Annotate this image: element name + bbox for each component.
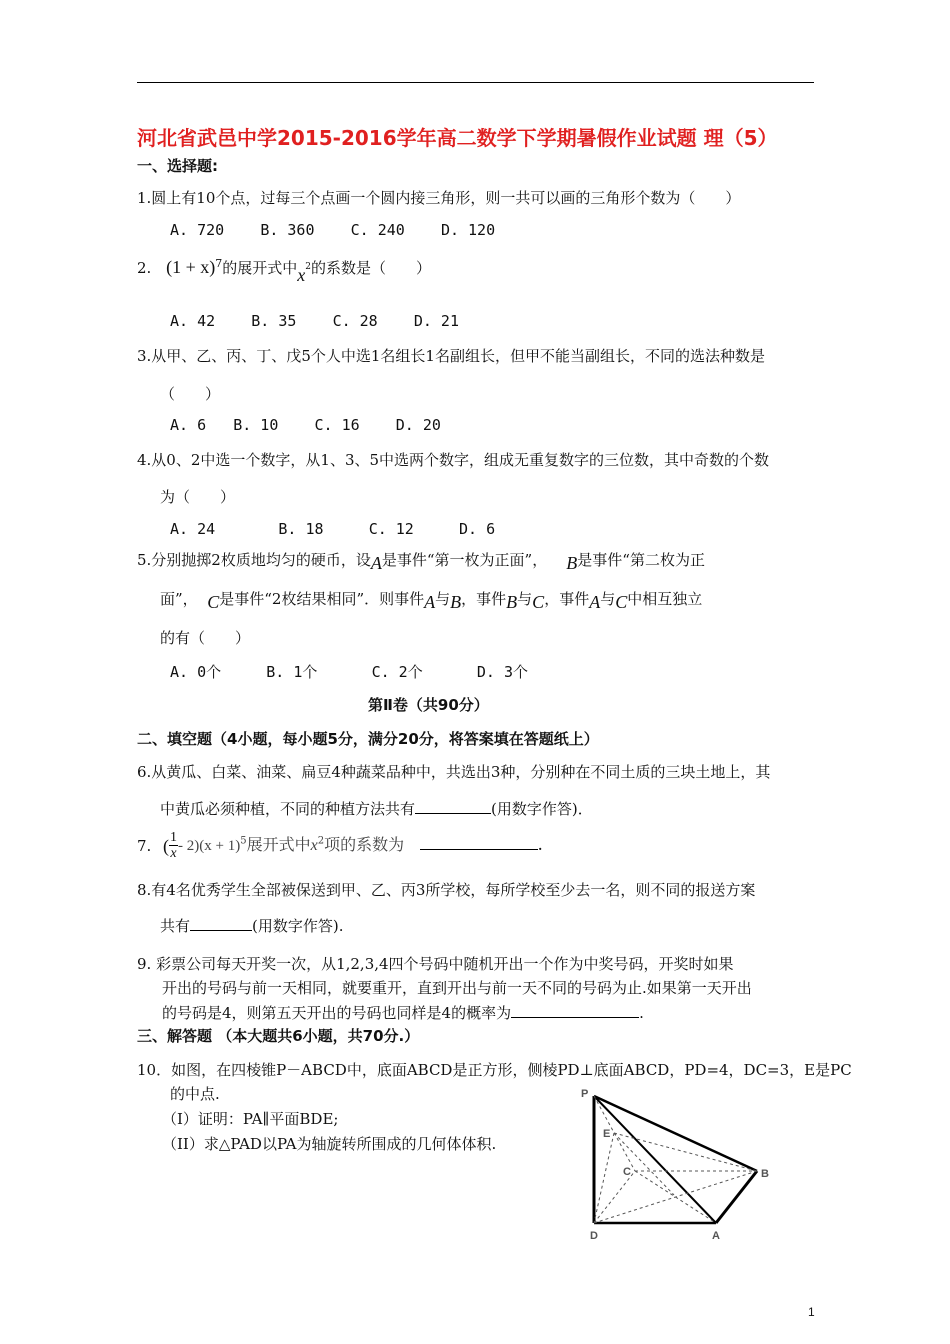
- question-8-text: 共有: [160, 917, 191, 935]
- question-9-text: .: [639, 1004, 644, 1022]
- option-b: B. 10: [233, 416, 279, 434]
- event-b: B: [450, 592, 462, 612]
- question-10-line-1: 10．如图，在四棱锥P－ABCD中，底面ABCD是正方形，侧棱PD⊥底面ABCD，PD=4，DC=3，E是PC: [137, 1061, 852, 1079]
- label-e: E: [603, 1128, 611, 1140]
- section-solution-heading: 三、解答题 （本大题共6小题，共70分.）: [137, 1027, 420, 1045]
- question-2-text-b: 的系数是（ ）: [310, 259, 431, 277]
- event-a: A: [589, 592, 601, 612]
- question-6-text: (用数字作答)．: [491, 800, 593, 818]
- question-5-text: 与: [600, 590, 616, 608]
- page-title: 河北省武邑中学2015-2016学年高二数学下学期暑假作业试题 理（5）: [137, 126, 778, 150]
- option-d: D. 20: [395, 416, 441, 434]
- fraction: [169, 830, 178, 861]
- event-b: B: [506, 592, 518, 612]
- question-5-text: 是事件“第二枚为正: [577, 551, 705, 569]
- answer-blank: [415, 799, 491, 814]
- question-2-binomial: (1 + x): [166, 257, 216, 277]
- question-5-text: ，事件: [461, 590, 507, 608]
- question-5-line-3: 的有（ ）: [160, 629, 251, 647]
- answer-blank: [511, 1003, 639, 1018]
- header-rule: [137, 82, 814, 83]
- question-5-text: 中相互独立: [627, 590, 703, 608]
- exponent-2: 2: [317, 835, 325, 847]
- period: .: [537, 835, 543, 855]
- option-a: A. 6: [170, 416, 207, 434]
- option-d: D. 21: [413, 312, 459, 330]
- question-7-expression: [163, 830, 543, 861]
- event-a: A: [370, 553, 382, 573]
- option-c: C. 2个: [371, 663, 423, 681]
- question-5-options: [170, 661, 528, 682]
- option-c: C. 16: [314, 416, 360, 434]
- question-5-text: 与: [517, 590, 533, 608]
- question-6-line-1: 6.从黄瓜、白菜、油菜、扁豆4种蔬菜品种中，共选出3种，分别种在不同土质的三块土地上，其: [137, 763, 771, 781]
- label-b: B: [761, 1168, 769, 1180]
- question-2-exponent: 7: [215, 257, 223, 270]
- question-5-text: 面”，: [160, 590, 198, 608]
- question-8-text: (用数字作答).: [252, 917, 344, 935]
- option-d: D. 120: [440, 221, 496, 239]
- question-5-text: 是事件“2枚结果相同”．则事件: [219, 590, 425, 608]
- section-choice-heading: 一、选择题:: [137, 157, 218, 175]
- part-2-heading: 第Ⅱ卷（共90分）: [368, 696, 489, 714]
- edge-pa: [594, 1096, 716, 1223]
- question-4-line-1: 4.从0、2中选一个数字，从1、3、5中选两个数字，组成无重复数字的三位数，其中奇数的个数: [137, 451, 770, 469]
- question-8-line-2: [160, 915, 344, 936]
- event-b: B: [566, 553, 578, 573]
- label-d: D: [590, 1230, 598, 1242]
- exponent: 5: [240, 835, 247, 847]
- label-a: A: [712, 1230, 720, 1242]
- option-c: C. 240: [350, 221, 405, 239]
- question-5-text: ，事件: [544, 590, 590, 608]
- question-2-number: 2.: [137, 259, 152, 277]
- event-a: A: [424, 592, 436, 612]
- question-1-options: [170, 221, 495, 239]
- option-c: C. 28: [332, 312, 378, 330]
- option-a: A. 24: [170, 520, 216, 538]
- section-fill-heading: 二、填空题（4小题，每小题5分，满分20分，将答案填在答题纸上）: [137, 730, 599, 748]
- label-p: P: [581, 1088, 589, 1100]
- fraction-denominator: x: [170, 846, 177, 861]
- question-4-line-2: 为（ ）: [160, 488, 236, 506]
- question-2-variable: x: [297, 265, 306, 285]
- question-2-exponent-2: 2: [305, 262, 311, 272]
- question-5-line-2: [160, 588, 703, 612]
- edge-ab: [716, 1171, 757, 1223]
- edge-pb: [594, 1096, 757, 1171]
- question-3-line-1: 3.从甲、乙、丙、丁、戊5个人中选1名组长1名副组长，但甲不能当副组长，不同的选法种数是: [137, 347, 765, 365]
- question-5-text: 与: [435, 590, 451, 608]
- question-1: 1.圆上有10个点，过每三个点画一个圆内接三角形，则一共可以画的三角形个数为（ ）: [137, 189, 741, 207]
- fraction-numerator: 1: [170, 830, 177, 845]
- option-d: D. 3个: [476, 663, 529, 681]
- segment-ed: [594, 1133, 614, 1223]
- option-a: A. 0个: [170, 663, 222, 681]
- question-2-text-a: 的展开式中: [222, 259, 298, 277]
- question-2: [137, 257, 431, 285]
- page-number: 1: [808, 1305, 815, 1319]
- answer-blank: [420, 839, 538, 850]
- option-a: A. 720: [170, 221, 225, 239]
- diagonal-ca: [635, 1171, 716, 1223]
- question-10-part-1: （I）证明：PA∥平面BDE;: [162, 1110, 339, 1128]
- question-4-options: [170, 520, 495, 538]
- question-2-options: [170, 312, 459, 330]
- event-c: C: [615, 592, 628, 612]
- option-b: B. 18: [278, 520, 324, 538]
- question-10-line-2: 的中点.: [170, 1085, 220, 1103]
- event-c: C: [532, 592, 545, 612]
- question-7-number: 7.: [137, 837, 152, 855]
- variable: x: [310, 837, 318, 854]
- question-3-options: [170, 416, 441, 434]
- segment-eo: [614, 1133, 674, 1195]
- label-c: C: [623, 1166, 631, 1178]
- question-3-line-2: （ ）: [160, 385, 221, 403]
- question-6-text: 中黄瓜必须种植，不同的种植方法共有: [160, 800, 416, 818]
- question-5-text: 5.分别抛掷2枚质地均匀的硬币，设: [137, 551, 371, 569]
- option-c: C. 12: [368, 520, 414, 538]
- answer-blank: [190, 916, 252, 931]
- edge-dc: [594, 1171, 635, 1223]
- question-6-line-2: [160, 798, 593, 819]
- question-9-line-2: 开出的号码与前一天相同，就要重开，直到开出与前一天不同的号码为止.如果第一天开出: [162, 979, 752, 997]
- option-b: B. 1个: [266, 663, 318, 681]
- factor: - 2)(x + 1): [178, 838, 241, 854]
- question-9-text: 的号码是4，则第五天开出的号码也同样是4的概率为: [162, 1004, 512, 1022]
- question-8-line-1: 8.有4名优秀学生全部被保送到甲、乙、丙3所学校，每所学校至少去一名，则不同的报送方案: [137, 881, 756, 899]
- question-7-text: 展开式中: [246, 835, 311, 854]
- question-5-line-1: [137, 549, 705, 573]
- option-b: B. 360: [260, 221, 315, 239]
- pyramid-figure: [578, 1085, 773, 1245]
- question-9-line-3: [162, 1002, 644, 1023]
- event-c: C: [207, 592, 220, 612]
- question-10-part-2: （II）求△PAD以PA为轴旋转所围成的几何体体积.: [162, 1135, 497, 1153]
- option-d: D. 6: [459, 520, 496, 538]
- question-9-line-1: 9. 彩票公司每天开奖一次，从1,2,3,4四个号码中随机开出一个作为中奖号码，开奖时如果: [137, 955, 734, 973]
- option-a: A. 42: [170, 312, 216, 330]
- question-5-text: 是事件“第一枚为正面”，: [381, 551, 548, 569]
- open-paren: (: [163, 836, 169, 856]
- option-b: B. 35: [251, 312, 297, 330]
- question-7-text: 项的系数为: [324, 835, 405, 854]
